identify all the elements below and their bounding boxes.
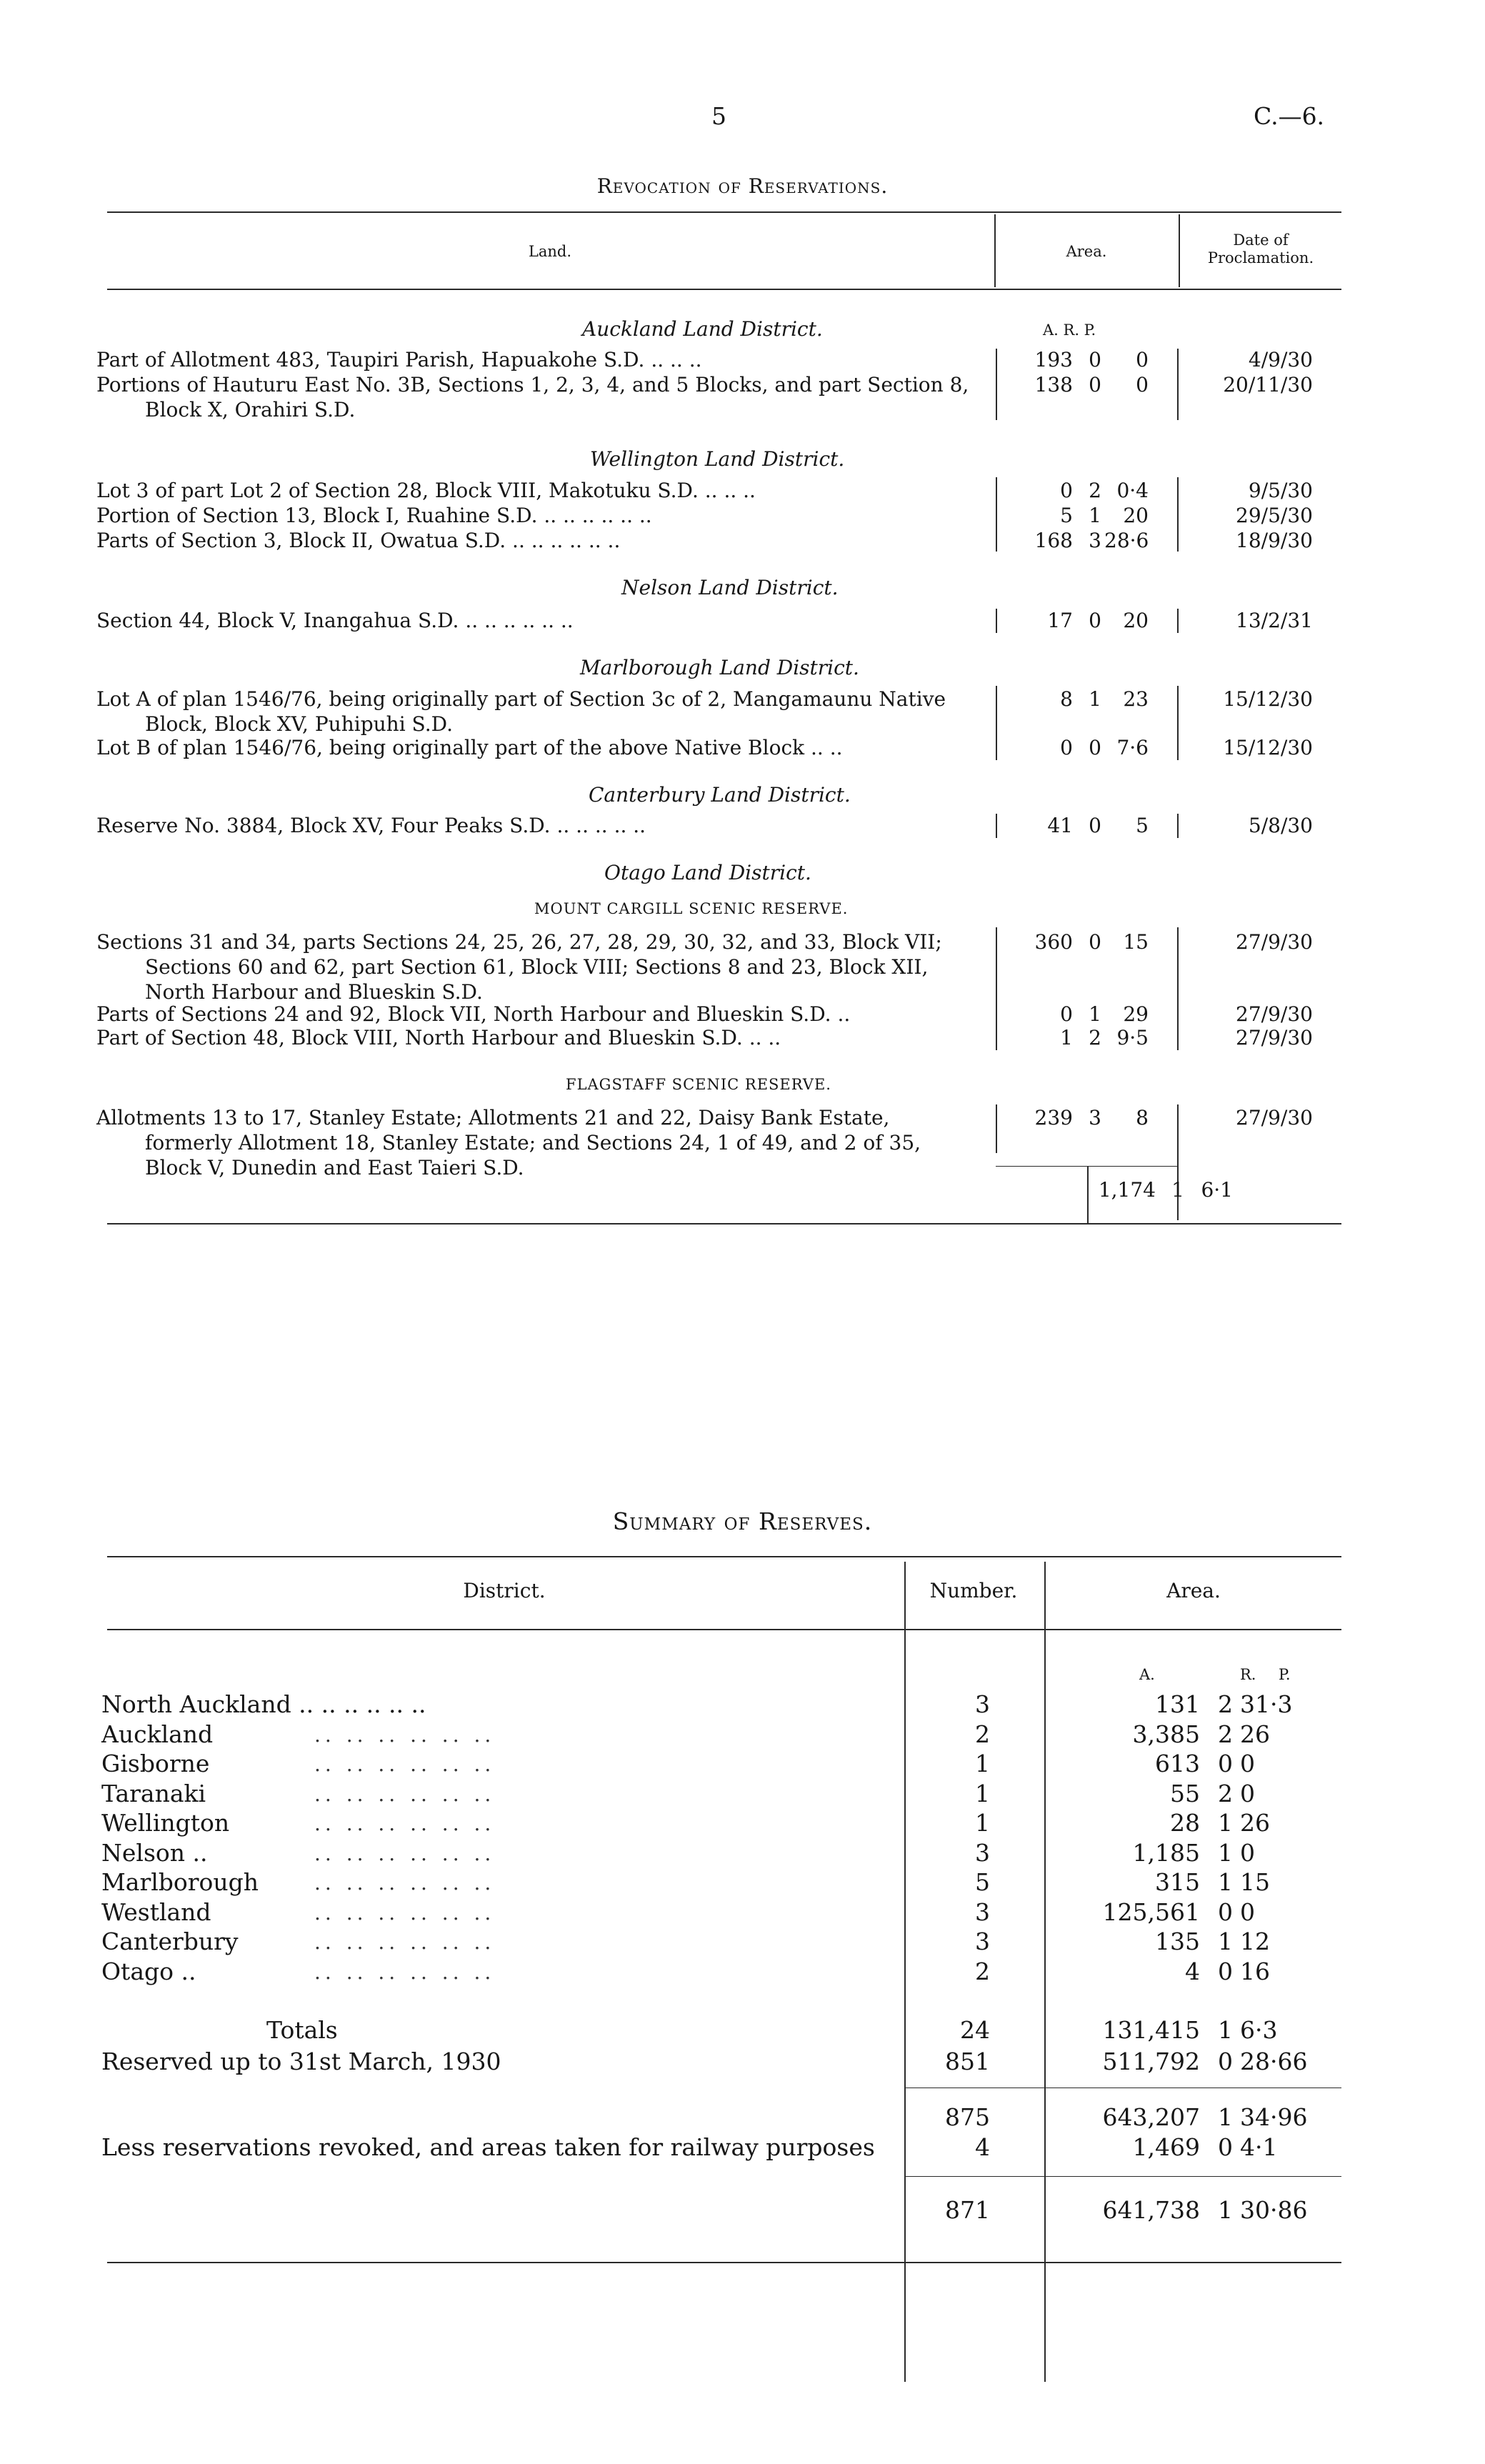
district-perches: 26: [1240, 1809, 1270, 1837]
area-roods: 1: [1089, 687, 1101, 711]
row-divider: [1177, 927, 1179, 1050]
leader-dots: .. .. .. .. .. ..: [314, 1871, 496, 1895]
district-name: North Auckland .. .. .. .. .. ..: [101, 1690, 426, 1718]
district-roods: 2: [1218, 1780, 1233, 1807]
area-roods: 0: [1089, 736, 1101, 759]
area-acres: 8: [1060, 687, 1073, 711]
row-divider: [1177, 814, 1179, 838]
district-roods: 1: [1218, 1868, 1233, 1896]
area-roods: 1: [1089, 504, 1101, 527]
area-perches: 20: [1123, 504, 1149, 527]
revocation-title: Revocation of Reservations.: [596, 174, 889, 198]
district-name: Gisborne: [101, 1750, 210, 1777]
district-number: 3: [975, 1927, 990, 1955]
district-acres: 613: [1155, 1750, 1200, 1777]
district-perches: 0: [1240, 1780, 1255, 1807]
area-perches: 0: [1136, 373, 1149, 396]
district-perches: 12: [1240, 1927, 1270, 1955]
totals-acres: 131,415: [1102, 2016, 1200, 2044]
revocation-top-rule: [107, 211, 1341, 213]
revocation-total-roods: 1: [1171, 1178, 1184, 1202]
district-roods: 0: [1218, 1750, 1233, 1777]
district-number: 3: [975, 1690, 990, 1718]
district-name: Canterbury: [101, 1927, 239, 1955]
land-row: Lot A of plan 1546/76, being originally part of Section 3c of 2, Mangamaunu Native: [96, 687, 946, 711]
subtotal-roods: 1: [1218, 2103, 1233, 2131]
district-canterbury: Canterbury Land District.: [589, 783, 851, 807]
land-row-continuation: Block V, Dunedin and East Taieri S.D.: [145, 1156, 524, 1179]
reserved-roods: 0: [1218, 2047, 1233, 2075]
final-rule: [904, 2176, 1341, 2177]
land-row-continuation: Block X, Orahiri S.D.: [145, 398, 356, 422]
unit-acres: A.: [1139, 1666, 1155, 1683]
area-perches: 0·4: [1116, 479, 1149, 502]
district-auckland: Auckland Land District.: [582, 317, 823, 341]
total-rule: [996, 1166, 1177, 1167]
land-row: Portions of Hauturu East No. 3B, Sections 1, 2, 3, 4, and 5 Blocks, and part Section 8,: [96, 373, 969, 396]
subtotal-perches: 34·96: [1240, 2103, 1308, 2131]
area-roods: 1: [1089, 1002, 1101, 1026]
area-roods: 0: [1089, 348, 1101, 371]
district-acres: 131: [1155, 1690, 1200, 1718]
district-number: 3: [975, 1839, 990, 1867]
district-name: Otago ..: [101, 1957, 196, 1985]
area-perches: 20: [1123, 609, 1149, 632]
leader-dots: .. .. .. .. .. ..: [314, 1842, 496, 1865]
less-perches: 4·1: [1240, 2133, 1278, 2161]
area-roods: 3: [1089, 1106, 1101, 1129]
area-roods: 0: [1089, 609, 1101, 632]
district-name: Taranaki: [101, 1780, 206, 1807]
area-perches: 9·5: [1116, 1026, 1149, 1049]
row-divider: [996, 814, 997, 838]
land-row-continuation: formerly Allotment 18, Stanley Estate; and Sections 24, 1 of 49, and 2 of 35,: [145, 1131, 921, 1154]
less-number: 4: [975, 2133, 990, 2161]
district-acres: 28: [1170, 1809, 1200, 1837]
area-roods: 2: [1089, 1026, 1101, 1049]
unit-roods: R.: [1240, 1666, 1256, 1683]
less-roods: 0: [1218, 2133, 1233, 2161]
land-row: Reserve No. 3884, Block XV, Four Peaks S.D. .. .. .. .. ..: [96, 814, 646, 837]
row-divider: [996, 927, 997, 1050]
col-header-district: District.: [463, 1579, 546, 1602]
proclamation-date: 20/11/30: [1223, 373, 1313, 396]
row-divider: [996, 1104, 997, 1153]
land-row-continuation: North Harbour and Blueskin S.D.: [145, 980, 483, 1004]
area-acres: 0: [1060, 736, 1073, 759]
district-name: Marlborough: [101, 1868, 259, 1896]
totals-roods: 1: [1218, 2016, 1233, 2044]
district-acres: 55: [1170, 1780, 1200, 1807]
col-header-date: Date of Proclamation.: [1207, 231, 1314, 266]
leader-dots: .. .. .. .. .. ..: [314, 1752, 496, 1776]
land-row: Sections 31 and 34, parts Sections 24, 25, 26, 27, 28, 29, 30, 32, and 33, Block VII;: [96, 930, 942, 954]
revocation-header-rule: [107, 289, 1341, 290]
district-wellington: Wellington Land District.: [590, 447, 845, 471]
area-perches: 23: [1123, 687, 1149, 711]
row-divider: [996, 686, 997, 760]
district-number: 5: [975, 1868, 990, 1896]
district-acres: 1,185: [1132, 1839, 1200, 1867]
row-divider: [996, 349, 997, 420]
district-number: 1: [975, 1780, 990, 1807]
proclamation-date: 4/9/30: [1248, 348, 1313, 371]
col-header-area: Area.: [1066, 243, 1107, 260]
district-nelson: Nelson Land District.: [621, 576, 839, 599]
totals-label: Totals: [266, 2016, 338, 2044]
summary-title: Summary of Reserves.: [612, 1507, 873, 1535]
district-name: Auckland: [101, 1720, 214, 1748]
district-perches: 26: [1240, 1720, 1270, 1748]
area-roods: 0: [1089, 930, 1101, 954]
leader-dots: .. .. .. .. .. ..: [314, 1782, 496, 1806]
district-number: 1: [975, 1809, 990, 1837]
area-perches: 15: [1123, 930, 1149, 954]
proclamation-date: 27/9/30: [1236, 1002, 1313, 1026]
leader-dots: .. .. .. .. .. ..: [314, 1723, 496, 1747]
summary-top-rule: [107, 1556, 1341, 1557]
district-acres: 4: [1185, 1957, 1200, 1985]
col-header-number: Number.: [929, 1579, 1018, 1602]
row-divider: [1177, 1104, 1179, 1220]
land-row-continuation: Sections 60 and 62, part Section 61, Block VIII; Sections 8 and 23, Block XII,: [145, 955, 929, 979]
leader-dots: .. .. .. .. .. ..: [314, 1960, 496, 1984]
proclamation-date: 18/9/30: [1236, 529, 1313, 552]
proclamation-date: 13/2/31: [1236, 609, 1313, 632]
row-divider: [996, 477, 997, 552]
district-marlborough: Marlborough Land District.: [580, 656, 859, 679]
reserved-number: 851: [945, 2047, 990, 2075]
district-acres: 315: [1155, 1868, 1200, 1896]
district-acres: 135: [1155, 1927, 1200, 1955]
land-row: Parts of Section 3, Block II, Owatua S.D. .. .. .. .. .. ..: [96, 529, 621, 552]
area-perches: 5: [1136, 814, 1149, 837]
district-otago: Otago Land District.: [604, 861, 811, 884]
final-acres: 641,738: [1102, 2196, 1200, 2224]
proclamation-date: 29/5/30: [1236, 504, 1313, 527]
area-acres: 0: [1060, 1002, 1073, 1026]
land-row: Section 44, Block V, Inangahua S.D. .. .. .. .. .. ..: [96, 609, 574, 632]
district-perches: 31·3: [1240, 1690, 1293, 1718]
district-roods: 2: [1218, 1690, 1233, 1718]
district-roods: 0: [1218, 1957, 1233, 1985]
area-acres: 17: [1047, 609, 1073, 632]
page-number: 5: [711, 102, 726, 130]
district-number: 2: [975, 1720, 990, 1748]
final-roods: 1: [1218, 2196, 1233, 2224]
subheading-mount-cargill: MOUNT CARGILL SCENIC RESERVE.: [534, 900, 849, 917]
district-name: Westland: [101, 1898, 211, 1926]
area-acres: 239: [1034, 1106, 1073, 1129]
proclamation-date: 27/9/30: [1236, 1106, 1313, 1129]
col-header-land: Land.: [528, 243, 572, 260]
subtotal-number: 875: [945, 2103, 990, 2131]
subheading-flagstaff: FLAGSTAFF SCENIC RESERVE.: [566, 1076, 831, 1093]
area-acres: 0: [1060, 479, 1073, 502]
area-acres: 5: [1060, 504, 1073, 527]
district-perches: 0: [1240, 1750, 1255, 1777]
document-reference: C.—6.: [1254, 102, 1325, 130]
area-units-label: A. R. P.: [1043, 321, 1096, 339]
row-divider: [996, 609, 997, 633]
land-row: Portion of Section 13, Block I, Ruahine S.D. .. .. .. .. .. ..: [96, 504, 652, 527]
area-perches: 0: [1136, 348, 1149, 371]
land-row: Part of Section 48, Block VIII, North Harbour and Blueskin S.D. .. ..: [96, 1026, 781, 1049]
less-label: Less reservations revoked, and areas taken for railway purposes: [101, 2133, 875, 2161]
final-perches: 30·86: [1240, 2196, 1308, 2224]
area-acres: 1: [1060, 1026, 1073, 1049]
land-row: Allotments 13 to 17, Stanley Estate; Allotments 21 and 22, Daisy Bank Estate,: [96, 1106, 890, 1129]
district-number: 3: [975, 1898, 990, 1926]
reserved-acres: 511,792: [1102, 2047, 1200, 2075]
less-acres: 1,469: [1132, 2133, 1200, 2161]
area-acres: 360: [1034, 930, 1073, 954]
totals-perches: 6·3: [1240, 2016, 1278, 2044]
area-perches: 7·6: [1116, 736, 1149, 759]
revocation-total-acres: 1,174: [1098, 1178, 1156, 1202]
area-roods: 0: [1089, 373, 1101, 396]
area-acres: 138: [1034, 373, 1073, 396]
area-roods: 0: [1089, 814, 1101, 837]
totals-number: 24: [960, 2016, 990, 2044]
leader-dots: .. .. .. .. .. ..: [314, 1901, 496, 1925]
area-acres: 168: [1034, 529, 1073, 552]
area-roods: 2: [1089, 479, 1101, 502]
district-name: Wellington: [101, 1809, 230, 1837]
district-roods: 2: [1218, 1720, 1233, 1748]
proclamation-date: 5/8/30: [1248, 814, 1313, 837]
area-perches: 28·6: [1104, 529, 1149, 552]
proclamation-date: 9/5/30: [1248, 479, 1313, 502]
proclamation-date: 15/12/30: [1223, 736, 1313, 759]
district-perches: 15: [1240, 1868, 1270, 1896]
district-name: Nelson ..: [101, 1839, 208, 1867]
district-perches: 0: [1240, 1839, 1255, 1867]
summary-bottom-rule: [107, 2262, 1341, 2263]
district-perches: 16: [1240, 1957, 1270, 1985]
revocation-total-perches: 6·1: [1201, 1178, 1233, 1202]
reserved-perches: 28·66: [1240, 2047, 1308, 2075]
summary-divider-2: [1044, 1562, 1046, 2382]
land-row: Lot B of plan 1546/76, being originally part of the above Native Block .. ..: [96, 736, 843, 759]
area-perches: 29: [1123, 1002, 1149, 1026]
district-number: 1: [975, 1750, 990, 1777]
revocation-bottom-rule: [107, 1223, 1341, 1224]
area-acres: 41: [1047, 814, 1073, 837]
total-divider: [1087, 1166, 1089, 1223]
district-roods: 1: [1218, 1839, 1233, 1867]
header-divider-1: [994, 214, 996, 287]
reserved-label: Reserved up to 31st March, 1930: [101, 2047, 501, 2075]
leader-dots: .. .. .. .. .. ..: [314, 1812, 496, 1835]
row-divider: [1177, 349, 1179, 420]
district-number: 2: [975, 1957, 990, 1985]
district-roods: 0: [1218, 1898, 1233, 1926]
proclamation-date: 27/9/30: [1236, 1026, 1313, 1049]
col-header-area: Area.: [1166, 1579, 1221, 1602]
area-acres: 193: [1034, 348, 1073, 371]
row-divider: [1177, 477, 1179, 552]
district-roods: 1: [1218, 1809, 1233, 1837]
unit-perches: P.: [1279, 1666, 1291, 1683]
land-row: Part of Allotment 483, Taupiri Parish, Hapuakohe S.D. .. .. ..: [96, 348, 702, 371]
district-perches: 0: [1240, 1898, 1255, 1926]
land-row: Parts of Sections 24 and 92, Block VII, North Harbour and Blueskin S.D. ..: [96, 1002, 851, 1026]
subtotal-acres: 643,207: [1102, 2103, 1200, 2131]
summary-header-rule: [107, 1629, 1341, 1630]
district-roods: 1: [1218, 1927, 1233, 1955]
header-divider-2: [1179, 214, 1180, 287]
row-divider: [1177, 686, 1179, 760]
proclamation-date: 15/12/30: [1223, 687, 1313, 711]
land-row-continuation: Block, Block XV, Puhipuhi S.D.: [145, 712, 453, 736]
district-acres: 3,385: [1132, 1720, 1200, 1748]
proclamation-date: 27/9/30: [1236, 930, 1313, 954]
row-divider: [1177, 609, 1179, 633]
area-roods: 3: [1089, 529, 1101, 552]
area-perches: 8: [1136, 1106, 1149, 1129]
leader-dots: .. .. .. .. .. ..: [314, 1930, 496, 1954]
land-row: Lot 3 of part Lot 2 of Section 28, Block VIII, Makotuku S.D. .. .. ..: [96, 479, 756, 502]
district-acres: 125,561: [1102, 1898, 1200, 1926]
final-number: 871: [945, 2196, 990, 2224]
